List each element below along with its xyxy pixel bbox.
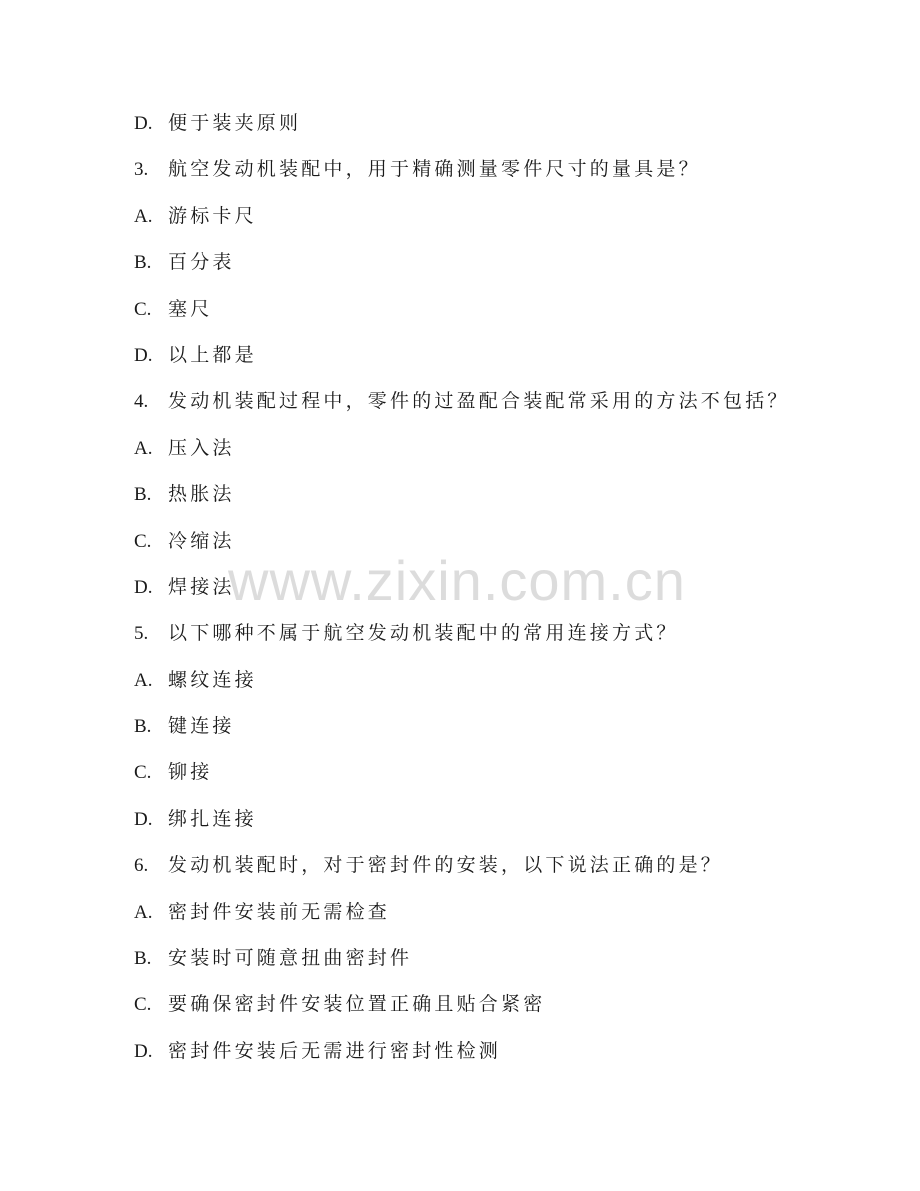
option-line [134, 757, 874, 803]
line-label: B. [134, 948, 152, 970]
line-text: 要确保密封件安装位置正确且贴合紧密 [168, 993, 546, 1016]
option-line [134, 804, 874, 850]
line-text: 热胀法 [168, 483, 235, 506]
line-label: D. [134, 344, 153, 366]
line-text: 百分表 [168, 251, 235, 274]
line-label: B. [134, 252, 152, 274]
line-text: 螺纹连接 [168, 668, 257, 691]
line-label: C. [134, 762, 152, 784]
option-line [134, 294, 874, 340]
line-text: 冷缩法 [168, 529, 235, 552]
line-label: 5. [134, 623, 149, 645]
line-text: 发动机装配过程中，零件的过盈配合装配常采用的方法不包括？ [168, 390, 790, 413]
watermark-text: www.zixin.com.cn [228, 549, 686, 612]
line-text: 便于装夹原则 [168, 112, 302, 134]
question-line [134, 850, 874, 896]
line-text: 密封件安装前无需检查 [168, 900, 391, 923]
option-line [134, 201, 874, 247]
line-label: B. [134, 716, 152, 738]
option-line [134, 108, 874, 154]
question-line [134, 154, 874, 200]
line-text: 发动机装配时，对于密封件的安装，以下说法正确的是？ [168, 854, 724, 877]
line-text: 以上都是 [168, 343, 257, 366]
question-line [134, 618, 874, 664]
line-text: 以下哪种不属于航空发动机装配中的常用连接方式？ [168, 622, 679, 645]
option-line [134, 989, 874, 1035]
line-text: 塞尺 [168, 297, 213, 320]
line-text: 键连接 [168, 715, 235, 738]
line-label: D. [134, 576, 153, 598]
line-label: D. [134, 1040, 153, 1062]
option-line [134, 247, 874, 293]
line-label: C. [134, 994, 152, 1016]
line-text: 绑扎连接 [168, 807, 257, 830]
line-label: C. [134, 298, 152, 320]
line-label: C. [134, 530, 152, 552]
option-line [134, 943, 874, 989]
line-text: 航空发动机装配中，用于精确测量零件尺寸的量具是？ [168, 158, 701, 181]
line-label: D. [134, 113, 153, 134]
option-line [134, 711, 874, 757]
option-line [134, 665, 874, 711]
line-text: 游标卡尺 [168, 204, 257, 227]
option-line [134, 433, 874, 479]
line-text: 铆接 [168, 761, 213, 784]
line-text: 焊接法 [168, 575, 235, 598]
line-label: A. [134, 901, 153, 923]
question-line [134, 386, 874, 432]
line-text: 安装时可随意扭曲密封件 [168, 947, 413, 970]
line-text: 密封件安装后无需进行密封性检测 [168, 1039, 502, 1062]
line-label: B. [134, 484, 152, 506]
line-text: 压入法 [168, 436, 235, 459]
line-label: 3. [134, 159, 149, 181]
line-label: A. [134, 669, 153, 691]
line-label: A. [134, 437, 153, 459]
option-line [134, 1036, 874, 1082]
option-line [134, 479, 874, 525]
option-line [134, 340, 874, 386]
line-label: A. [134, 205, 153, 227]
option-line [134, 897, 874, 943]
line-label: D. [134, 808, 153, 830]
line-label: 6. [134, 855, 149, 877]
line-label: 4. [134, 391, 149, 413]
